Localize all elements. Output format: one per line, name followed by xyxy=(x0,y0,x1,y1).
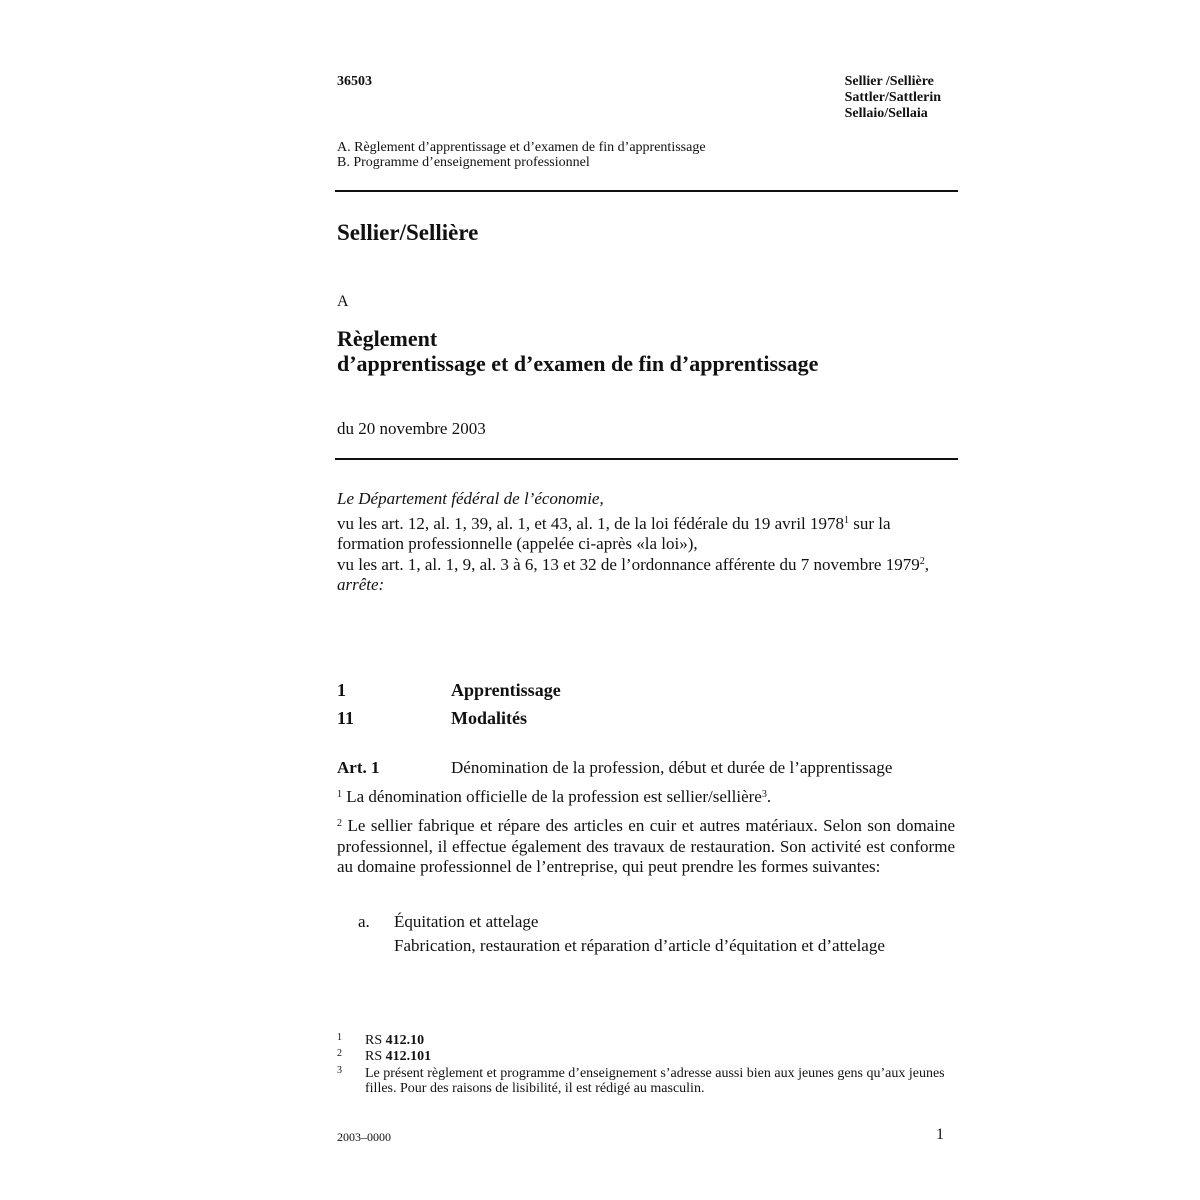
paragraph-text: Le sellier fabrique et répare des articles en cuir et autres matériaux. Selon son domaine professionnel, il effectue également des travaux de restauration. Son activité est conforme au domaine professionnel de l’entreprise, qui peut prendre les formes suivantes: xyxy=(337,816,955,876)
title-fr: Sellier /Sellière xyxy=(844,74,934,89)
footnote-3 xyxy=(337,1066,947,1096)
article-number: Art. 1 xyxy=(337,758,380,777)
list-item-description: Fabrication, restauration et réparation d’article d’équitation et d’attelage xyxy=(394,936,885,955)
regulation-date: du 20 novembre 2003 xyxy=(337,419,486,438)
footnote-prefix: RS xyxy=(365,1033,386,1048)
arrete: arrête: xyxy=(337,575,385,594)
section-title: Modalités xyxy=(451,708,527,728)
title-it: Sellaio/Sellaia xyxy=(844,106,928,121)
preamble-vu-ordinance xyxy=(337,555,958,576)
paragraph-mark: 1 xyxy=(337,789,342,800)
profession-titles xyxy=(845,74,941,122)
vu-ordinance-text-end: , xyxy=(924,554,929,574)
page-number: 1 xyxy=(936,1126,944,1143)
footnote-2 xyxy=(337,1049,947,1064)
doc-number: 36503 xyxy=(337,74,372,89)
document-page xyxy=(337,0,958,1200)
document-parts xyxy=(337,140,706,170)
vu-law-text-end: sur la formation professionnelle (appelée ci-après «la loi»), xyxy=(337,513,891,553)
paragraph-end: . xyxy=(766,787,772,806)
footnote-text xyxy=(365,1033,947,1048)
footnote-prefix: RS xyxy=(365,1049,386,1064)
footnote-mark: 3 xyxy=(337,1065,342,1076)
footnote-text: Le présent règlement et programme d’enseignement s’adresse aussi bien aux jeunes gens qu’aux jeunes filles. Pour des raisons de lisibilité, il est rédigé au masculin. xyxy=(365,1066,945,1096)
list-item-title: Équitation et attelage xyxy=(394,912,539,931)
vu-ordinance-text: vu les art. 1, al. 1, 9, al. 3 à 6, 13 et 32 de l’ordonnance afférente du 7 novembre 1979 xyxy=(337,554,920,574)
section-number: 1 xyxy=(337,680,346,700)
regulation-title-line1: Règlement xyxy=(337,326,438,351)
regulation-title-line2: d’apprentissage et d’examen de fin d’apprentissage xyxy=(337,351,819,376)
footnote-text xyxy=(365,1049,947,1064)
footnote-ref-3: 3 xyxy=(761,789,767,800)
authority: Le Département fédéral de l’économie, xyxy=(337,489,604,508)
footnote-1 xyxy=(337,1033,947,1048)
paragraph-mark: 2 xyxy=(337,818,342,829)
preamble xyxy=(337,489,958,596)
part-b-subtitle: B. Programme d’enseignement professionnel xyxy=(337,155,590,170)
list-item-letter: a. xyxy=(358,912,370,931)
footnote-mark: 2 xyxy=(337,1048,342,1059)
footer-code: 2003–0000 xyxy=(337,1130,391,1144)
main-title: Sellier/Sellière xyxy=(337,220,479,245)
section-heading-1 xyxy=(337,680,561,701)
paragraph-text: La dénomination officielle de la profession est sellier/sellière xyxy=(342,787,762,806)
section-heading-11 xyxy=(337,708,527,729)
top-divider xyxy=(335,190,958,192)
regulation-title xyxy=(337,326,818,376)
section-number: 11 xyxy=(337,708,355,728)
article-paragraph-1 xyxy=(337,787,955,808)
footnote-ref-2: 2 xyxy=(919,555,925,567)
section-title: Apprentissage xyxy=(451,680,561,700)
part-a-subtitle: A. Règlement d’apprentissage et d’examen de fin d’apprentissage xyxy=(337,140,706,155)
vu-law-text: vu les art. 12, al. 1, 39, al. 1, et 43, al. 1, de la loi fédérale du 19 avril 1978 xyxy=(337,513,845,533)
footnote-ref-1: 1 xyxy=(844,514,850,526)
footnote-ref: 412.101 xyxy=(385,1049,432,1064)
footnote-ref: 412.10 xyxy=(385,1033,425,1048)
article-heading xyxy=(337,758,892,778)
article-paragraph-2 xyxy=(337,816,955,878)
title-de: Sattler/Sattlerin xyxy=(844,90,941,105)
footnote-mark: 1 xyxy=(337,1032,342,1043)
preamble-vu-law xyxy=(337,514,958,555)
date-divider xyxy=(335,458,958,460)
article-title: Dénomination de la profession, début et durée de l’apprentissage xyxy=(451,758,893,777)
part-letter: A xyxy=(337,293,349,310)
